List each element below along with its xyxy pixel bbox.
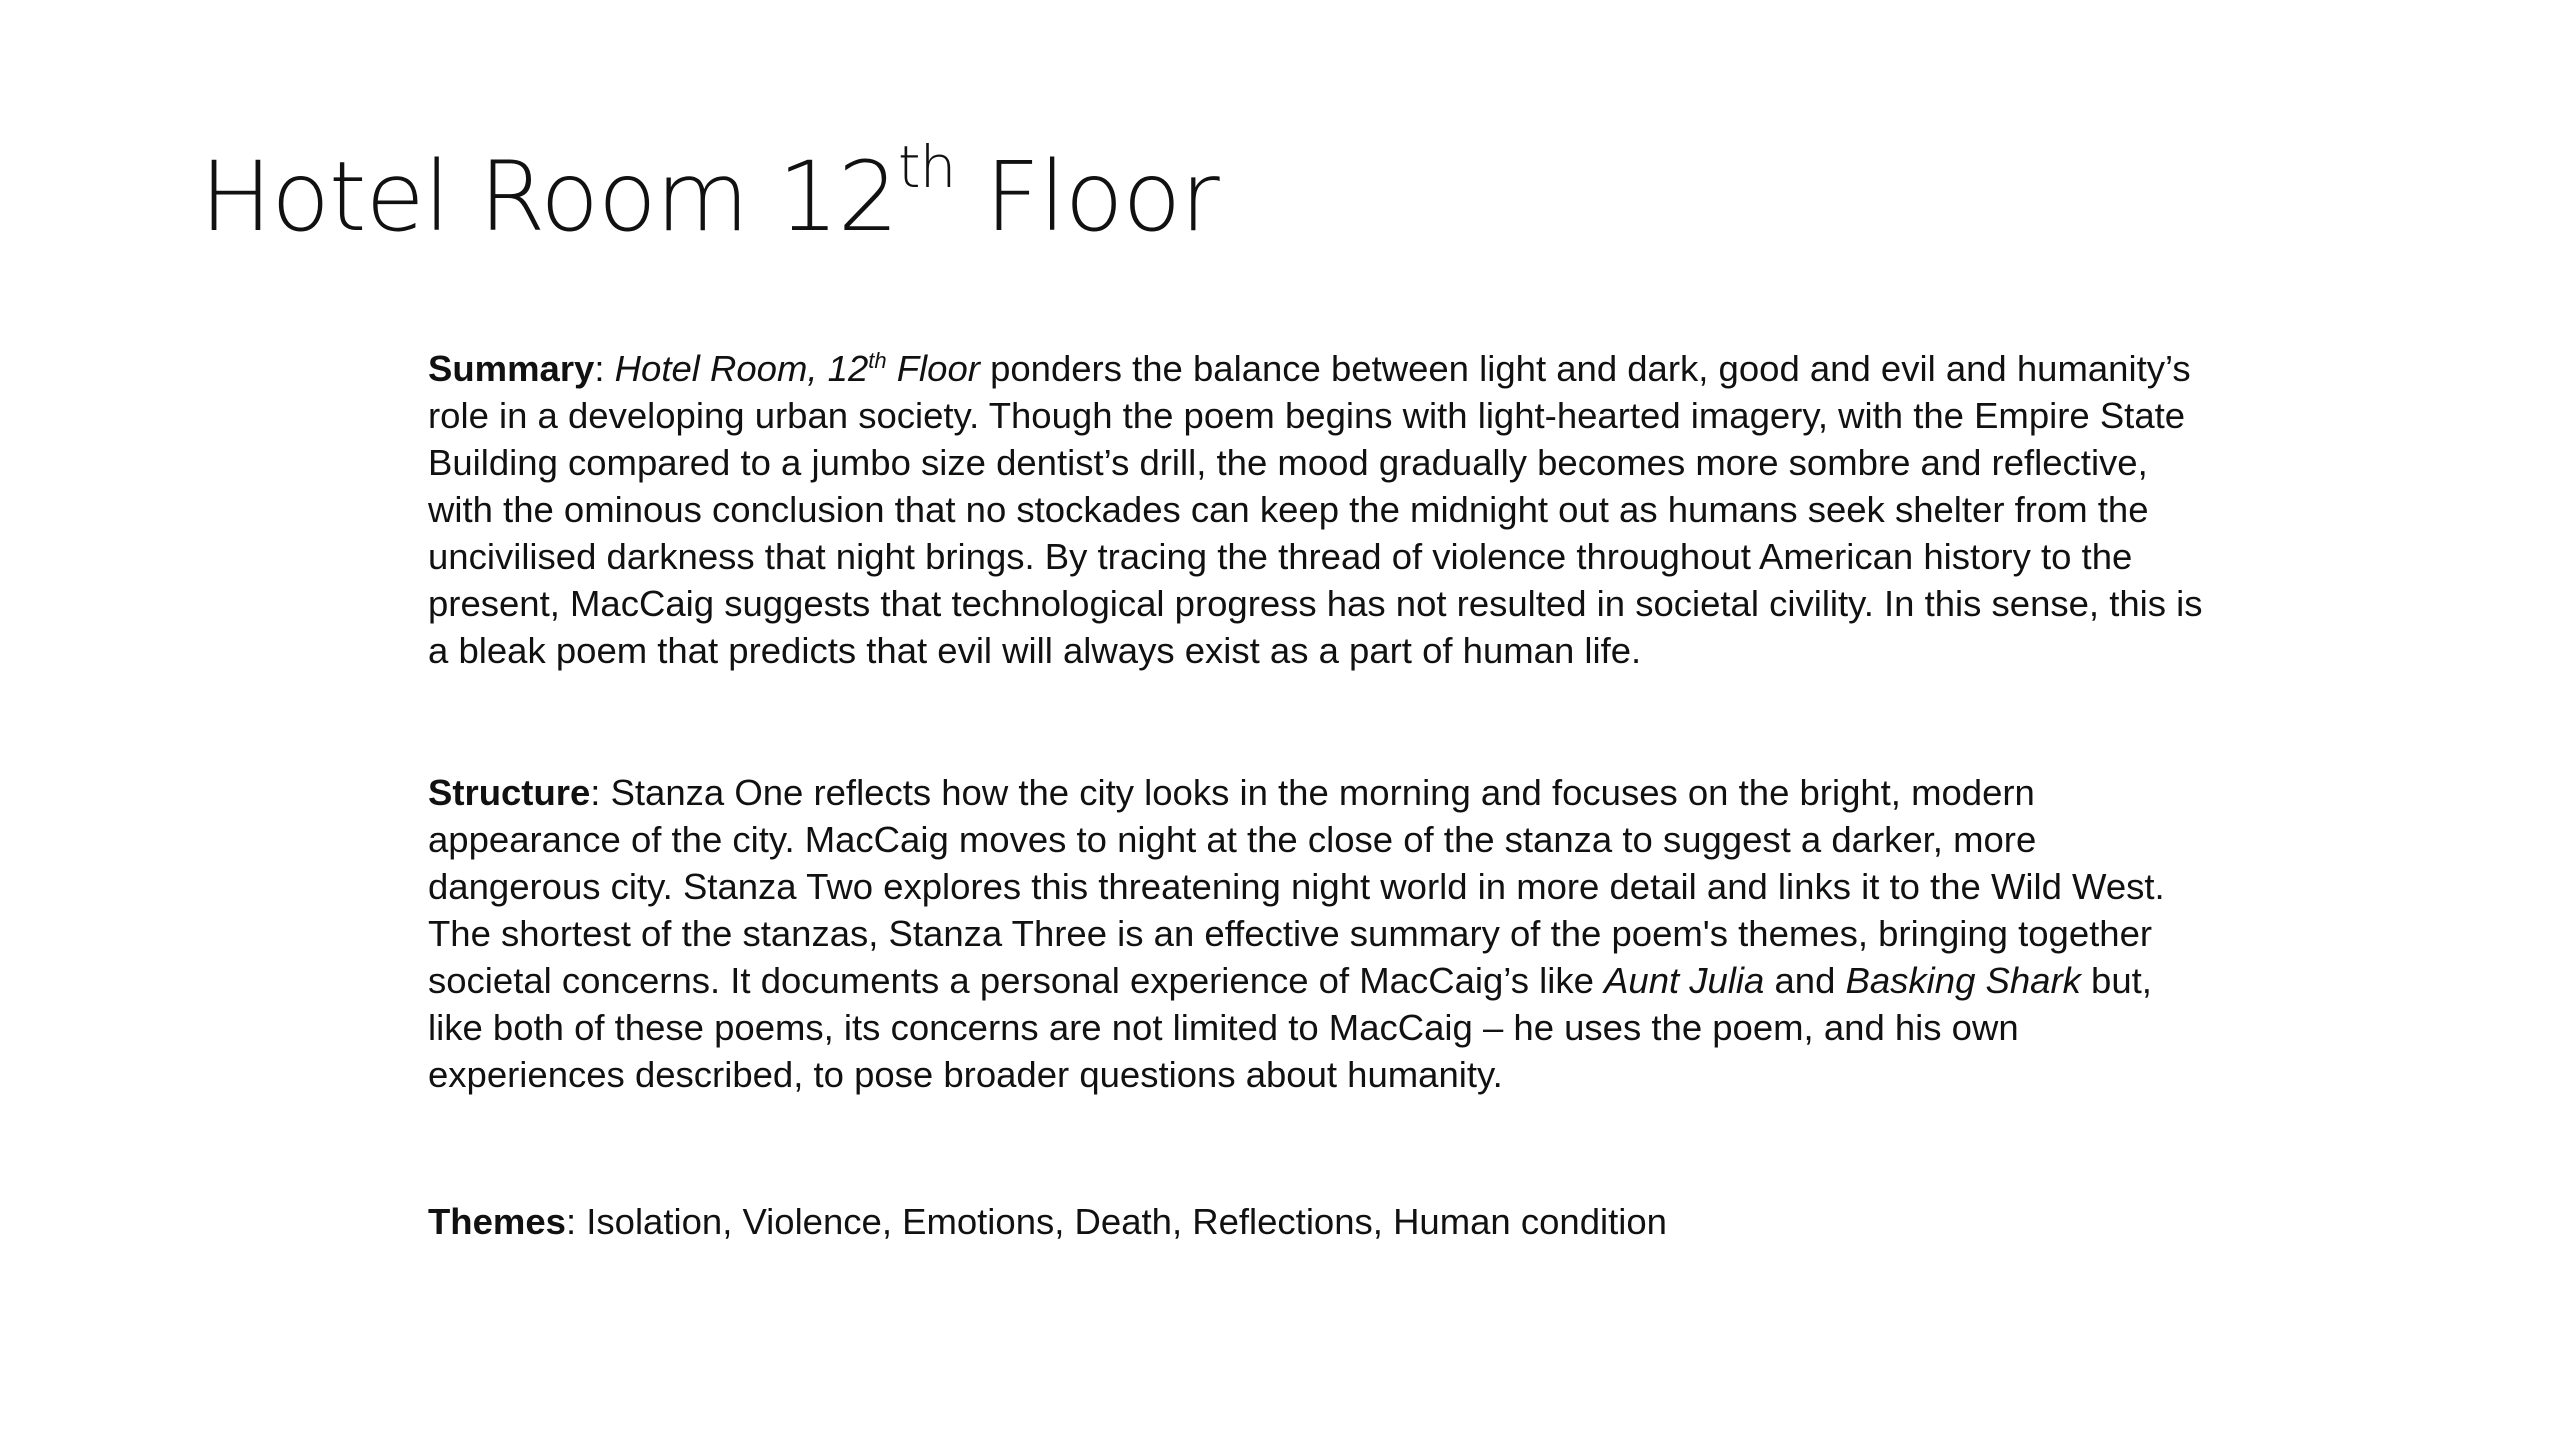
structure-colon: :	[590, 772, 611, 813]
structure-and: and	[1764, 960, 1846, 1001]
themes-text: Isolation, Violence, Emotions, Death, Reflections, Human condition	[586, 1201, 1667, 1242]
title-rest: Floor	[955, 141, 1219, 253]
slide-title	[200, 133, 1219, 255]
summary-label: Summary	[428, 348, 595, 389]
summary-work-title-superscript: th	[868, 347, 887, 373]
themes-colon: :	[565, 1201, 587, 1242]
themes-label: Themes	[428, 1201, 566, 1242]
summary-work-title	[615, 348, 980, 389]
structure-reference-aunt-julia: Aunt Julia	[1604, 960, 1765, 1001]
summary-colon: :	[594, 348, 615, 389]
structure-text-2: but, like both of these poems, its concerns are not limited to MacCaig – he uses the poem, and his own experiences described, to pose broader questions about humanity.	[428, 960, 2152, 1095]
structure-text-1: Stanza One reflects how the city looks in the morning and focuses on the bright, modern appearance of the city. MacCaig moves to night at the close of the stanza to suggest a darker, more dangerous city. Stanza Two explores this threatening night world in more detail and links it to the Wild West. The shortest of the stanzas, Stanza Three is an effective summary of the poem's themes, bringing together societal concerns. It documents a personal experience of MacCaig’s like	[428, 772, 2165, 1001]
themes-paragraph	[428, 1198, 2208, 1245]
structure-paragraph	[428, 769, 2208, 1098]
summary-paragraph	[428, 345, 2208, 674]
summary-work-title-end: Floor	[886, 348, 980, 389]
slide-body	[428, 345, 2208, 1245]
title-superscript: th	[897, 133, 956, 201]
structure-label: Structure	[428, 772, 591, 813]
summary-text: ponders the balance between light and dark, good and evil and humanity’s role in a developing urban society. Though the poem begins with light-hearted imagery, with the Empire State Building compared to a jumbo size dentist’s drill, the mood gradually becomes more sombre and reflective, with the ominous conclusion that no stockades can keep the midnight out as humans seek shelter from the uncivilised darkness that night brings. By tracing the thread of violence throughout American history to the present, MacCaig suggests that technological progress has not resulted in societal civility. In this sense, this is a bleak poem that predicts that evil will always exist as a part of human life.	[428, 348, 2203, 671]
summary-work-title-main: Hotel Room, 12	[614, 348, 869, 389]
structure-reference-basking-shark: Basking Shark	[1845, 960, 2081, 1001]
title-main: Hotel Room 12	[200, 141, 898, 253]
